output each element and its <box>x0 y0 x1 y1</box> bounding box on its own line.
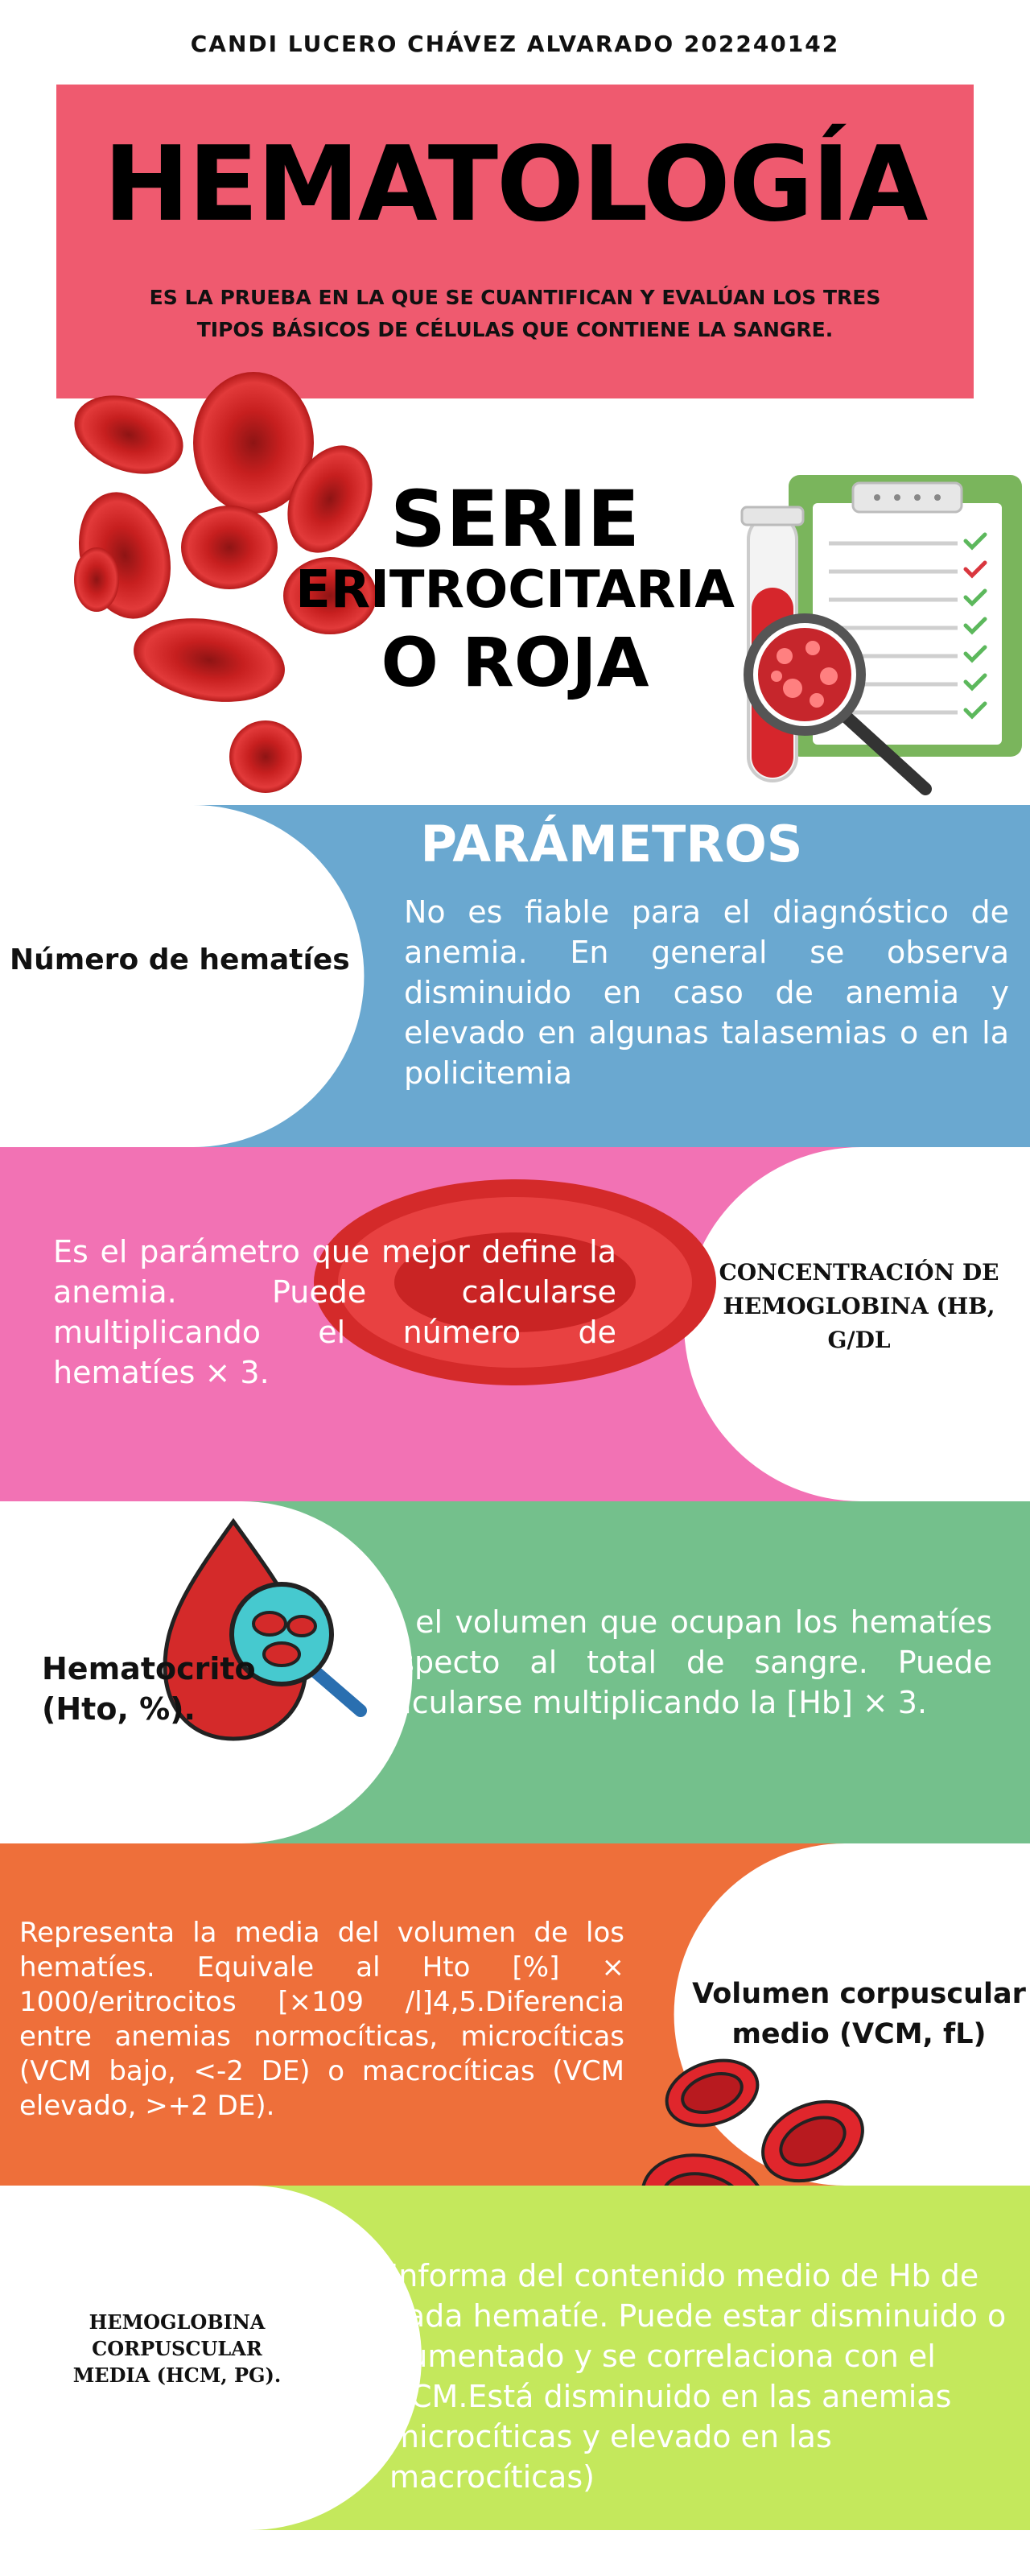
intro-text <box>97 282 933 346</box>
serie-line-2: ERITROCITARIA <box>295 560 735 620</box>
desc-hematocrito: Es el volumen que ocupan los hematíes respecto al total de sangre. Puede calcularse multiplicando la [Hb] × 3. <box>368 1604 992 1720</box>
main-title: HEMATOLOGÍA <box>103 125 927 245</box>
desc-concentracion-hemoglobina: Es el parámetro que mejor define la anemia. Puede calcularse multiplicando el número de hematíes × 3. <box>53 1234 616 1390</box>
label-line: Hematocrito <box>42 1651 256 1686</box>
desc-numero-hematies: No es fiable para el diagnóstico de anemia. En general se observa disminuido en caso de anemia y elevado en algunas talasemias o en la policitemia <box>404 894 1009 1091</box>
label-line: CONCENTRACIÓN DE <box>719 1259 999 1286</box>
label-hcm <box>40 2309 314 2388</box>
label-line: Volumen corpuscular <box>692 1978 1026 2010</box>
desc-hcm: Informa del contenido medio de Hb de cada hematíe. Puede estar disminuido o aumentado y se correlaciona con el VCM.Está disminuido en las anemias microcíticas y elevado en las macrocíticas) <box>389 2258 1007 2495</box>
label-vcm <box>688 1974 1030 2054</box>
serie-line-1: SERIE <box>390 474 640 564</box>
label-line: HEMOGLOBINA <box>89 2310 266 2334</box>
label-line: HEMOGLOBINA (HB, G/DL <box>723 1293 995 1353</box>
label-concentracion-hemoglobina <box>688 1256 1030 1357</box>
desc-vcm: Representa la media del volumen de los hematíes. Equivale al Hto [%] × 1000/eritrocitos [×109 /l]4,5.Diferencia entre anemias normocíticas, microcíticas (VCM bajo, <-2 DE) o macrocíticas (VCM elevado, >+2 DE). <box>19 1917 624 2122</box>
parametros-title: PARÁMETROS <box>420 815 803 873</box>
label-line: medio (VCM, fL) <box>731 2018 987 2050</box>
label-numero-hematies: Número de hematíes <box>10 943 350 976</box>
clipboard-test-tube-icon <box>724 467 1030 813</box>
intro-line-1: ES LA PRUEBA EN LA QUE SE CUANTIFICAN Y EVALÚAN LOS TRES <box>149 286 881 309</box>
label-line: CORPUSCULAR <box>92 2337 262 2360</box>
label-hematocrito <box>42 1649 299 1729</box>
label-line: (Hto, %). <box>42 1691 196 1727</box>
intro-line-2: TIPOS BÁSICOS DE CÉLULAS QUE CONTIENE LA SANGRE. <box>196 318 834 341</box>
serie-line-3: O ROJA <box>381 623 649 702</box>
author-line: CANDI LUCERO CHÁVEZ ALVARADO 202240142 <box>190 31 840 57</box>
label-line: MEDIA (HCM, PG). <box>72 2363 282 2387</box>
